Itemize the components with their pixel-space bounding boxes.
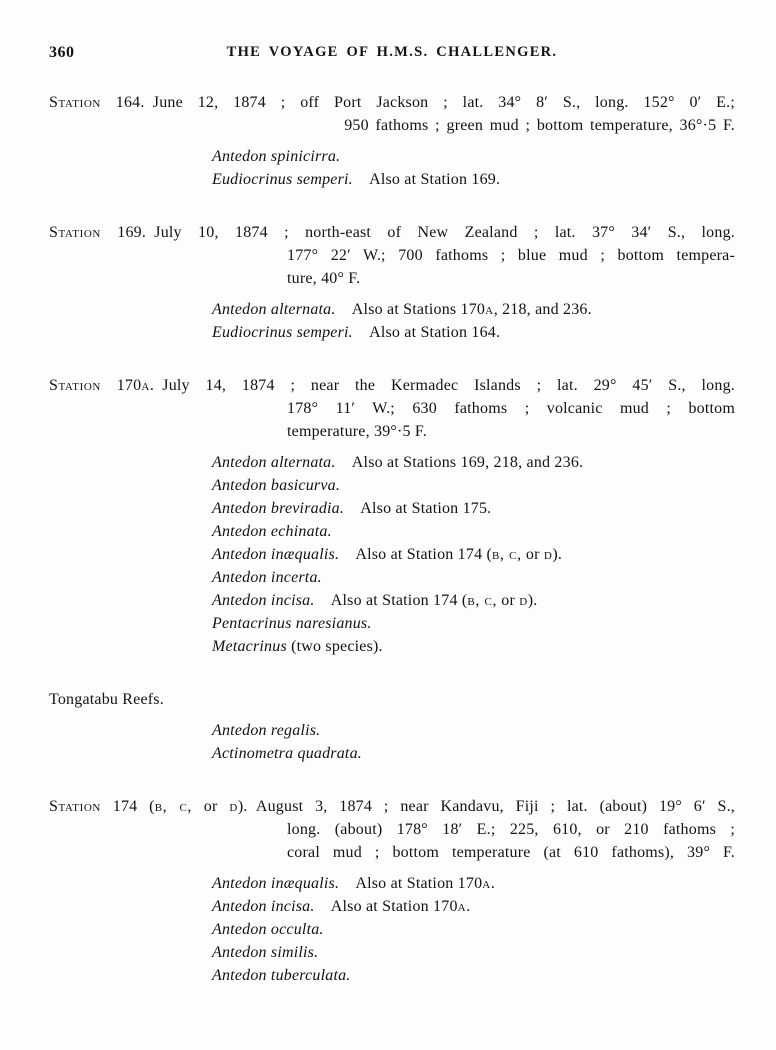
text-run-roman: Tongatabu Reefs. [49,691,164,708]
text-run-roman: or [192,798,230,815]
station-head-line [49,244,735,267]
text-run-roman: ). August 3, 1874 ; near Kandavu, Fiji ; lat. (about) 19° 6′ S., [237,798,736,815]
station-head-line [49,91,735,114]
text-run-smallcaps: a [485,301,494,318]
text-run-italic: Antedon incisa. [212,592,315,609]
text-run-roman: . July 14, 1874 ; near the Kermadec Islands ; lat. 29° 45′ S., long. [149,377,735,394]
text-run-italic: Antedon tuberculata. [212,967,351,984]
locality-heading-line [49,688,735,711]
station-head-line [49,420,735,443]
text-run-smallcaps: Station [49,377,101,394]
species-item [49,321,735,344]
text-run-roman: , 218, and 236. [493,301,592,318]
text-run-roman: . [466,898,471,915]
text-run-roman: long. (about) 178° 18′ E.; 225, 610, or 210 fathoms ; [287,821,735,838]
text-run-italic: Eudiocrinus semperi. [212,324,353,341]
text-run-italic: Antedon basicurva. [212,477,341,494]
station-head-line [49,841,735,864]
text-run-smallcaps: b, c, [154,798,192,815]
page-body [49,91,735,987]
species-item [49,872,735,895]
station-entry-170a [49,374,735,658]
text-run-smallcaps: a [457,898,467,915]
text-run-roman: or [521,546,544,563]
station-entry-164 [49,91,735,191]
text-run-smallcaps: d [519,592,528,609]
species-item [49,918,735,941]
text-run-italic: Antedon regalis. [212,722,321,739]
text-run-roman: coral mud ; bottom temperature (at 610 fathoms), 39° F. [287,844,735,861]
page-number: 360 [49,44,75,61]
station-entry-174 [49,795,735,987]
text-run-italic: Antedon incerta. [212,569,322,586]
text-run-italic: Antedon occulta. [212,921,324,938]
species-item [49,742,735,765]
text-run-italic: Metacrinus [212,638,287,655]
text-run-roman: Also at Station 164. [352,324,501,341]
species-item [49,497,735,520]
text-run-roman: (two species). [286,638,383,655]
text-run-roman: or [497,592,520,609]
species-item [49,566,735,589]
station-head-line [49,397,735,420]
text-run-italic: Antedon spinicirra. [212,148,341,165]
station-entry-170a-species-list [49,451,735,658]
species-item [49,520,735,543]
text-run-roman: 174 ( [100,798,155,815]
station-head-line [49,267,735,290]
species-item [49,298,735,321]
station-head-line [49,795,735,818]
text-run-italic: Antedon similis. [212,944,319,961]
text-run-italic: Pentacrinus naresianus. [212,615,372,632]
tongatabu-reefs-entry-species-list [49,719,735,765]
species-item [49,941,735,964]
text-run-smallcaps: Station [49,224,101,241]
text-run-smallcaps: a [141,377,150,394]
text-run-smallcaps: b, c, [467,592,498,609]
text-run-roman: Also at Station 170 [339,875,483,892]
text-run-smallcaps: b, c, [492,546,522,563]
text-run-italic: Antedon alternata. [212,454,336,471]
text-run-roman: 164. June 12, 1874 ; off Port Jackson ; lat. 34° 8′ S., long. 152° 0′ E.; [100,94,735,111]
text-run-roman: Also at Station 169. [352,171,501,188]
station-entry-164-species-list [49,145,735,191]
text-run-italic: Antedon inæqualis. [212,546,340,563]
species-item [49,543,735,566]
text-run-italic: Antedon breviradia. [212,500,345,517]
text-run-italic: Antedon incisa. [212,898,315,915]
station-entry-174-species-list [49,872,735,987]
text-run-smallcaps: d [229,798,238,815]
text-run-roman: Also at Station 174 ( [339,546,492,563]
text-run-smallcaps: Station [49,798,101,815]
text-run-smallcaps: Station [49,94,101,111]
species-item [49,474,735,497]
text-run-roman: 950 fathoms ; green mud ; bottom temperature, 36°·5 F. [344,117,735,134]
text-run-roman: ). [527,592,538,609]
species-item [49,635,735,658]
station-head-line [49,221,735,244]
text-run-roman: ). [552,546,563,563]
station-head-line [49,818,735,841]
species-item [49,719,735,742]
text-run-roman: 169. July 10, 1874 ; north-east of New Zealand ; lat. 37° 34′ S., long. [100,224,735,241]
species-item [49,964,735,987]
station-entry-169 [49,221,735,344]
station-head-line [49,114,735,137]
station-entry-169-species-list [49,298,735,344]
text-run-roman: Also at Station 175. [344,500,492,517]
species-item [49,612,735,635]
text-run-roman: ture, 40° F. [287,270,361,287]
text-run-roman: 178° 11′ W.; 630 fathoms ; volcanic mud ; bottom [287,400,735,417]
running-title: THE VOYAGE OF H.M.S. CHALLENGER. [226,44,558,60]
text-run-roman: 177° 22′ W.; 700 fathoms ; blue mud ; bottom tempera- [287,247,735,264]
text-run-italic: Antedon echinata. [212,523,332,540]
species-item [49,145,735,168]
text-run-italic: Eudiocrinus semperi. [212,171,353,188]
species-item [49,168,735,191]
tongatabu-reefs-entry [49,688,735,765]
page-header [49,44,735,64]
text-run-roman: Also at Stations 170 [335,301,486,318]
text-run-roman: temperature, 39°·5 F. [287,423,427,440]
text-run-roman: Also at Station 170 [314,898,458,915]
text-run-roman: . [490,875,496,892]
text-run-roman: Also at Station 174 ( [314,592,468,609]
text-run-smallcaps: a [482,875,491,892]
page-content [49,0,735,987]
text-run-roman: Also at Stations 169, 218, and 236. [335,454,584,471]
species-item [49,589,735,612]
text-run-smallcaps: d [543,546,553,563]
text-run-italic: Antedon inæqualis. [212,875,340,892]
text-run-italic: Actinometra quadrata. [212,745,362,762]
station-head-line [49,374,735,397]
species-item [49,451,735,474]
text-run-italic: Antedon alternata. [212,301,336,318]
text-run-roman: 170 [100,377,142,394]
species-item [49,895,735,918]
